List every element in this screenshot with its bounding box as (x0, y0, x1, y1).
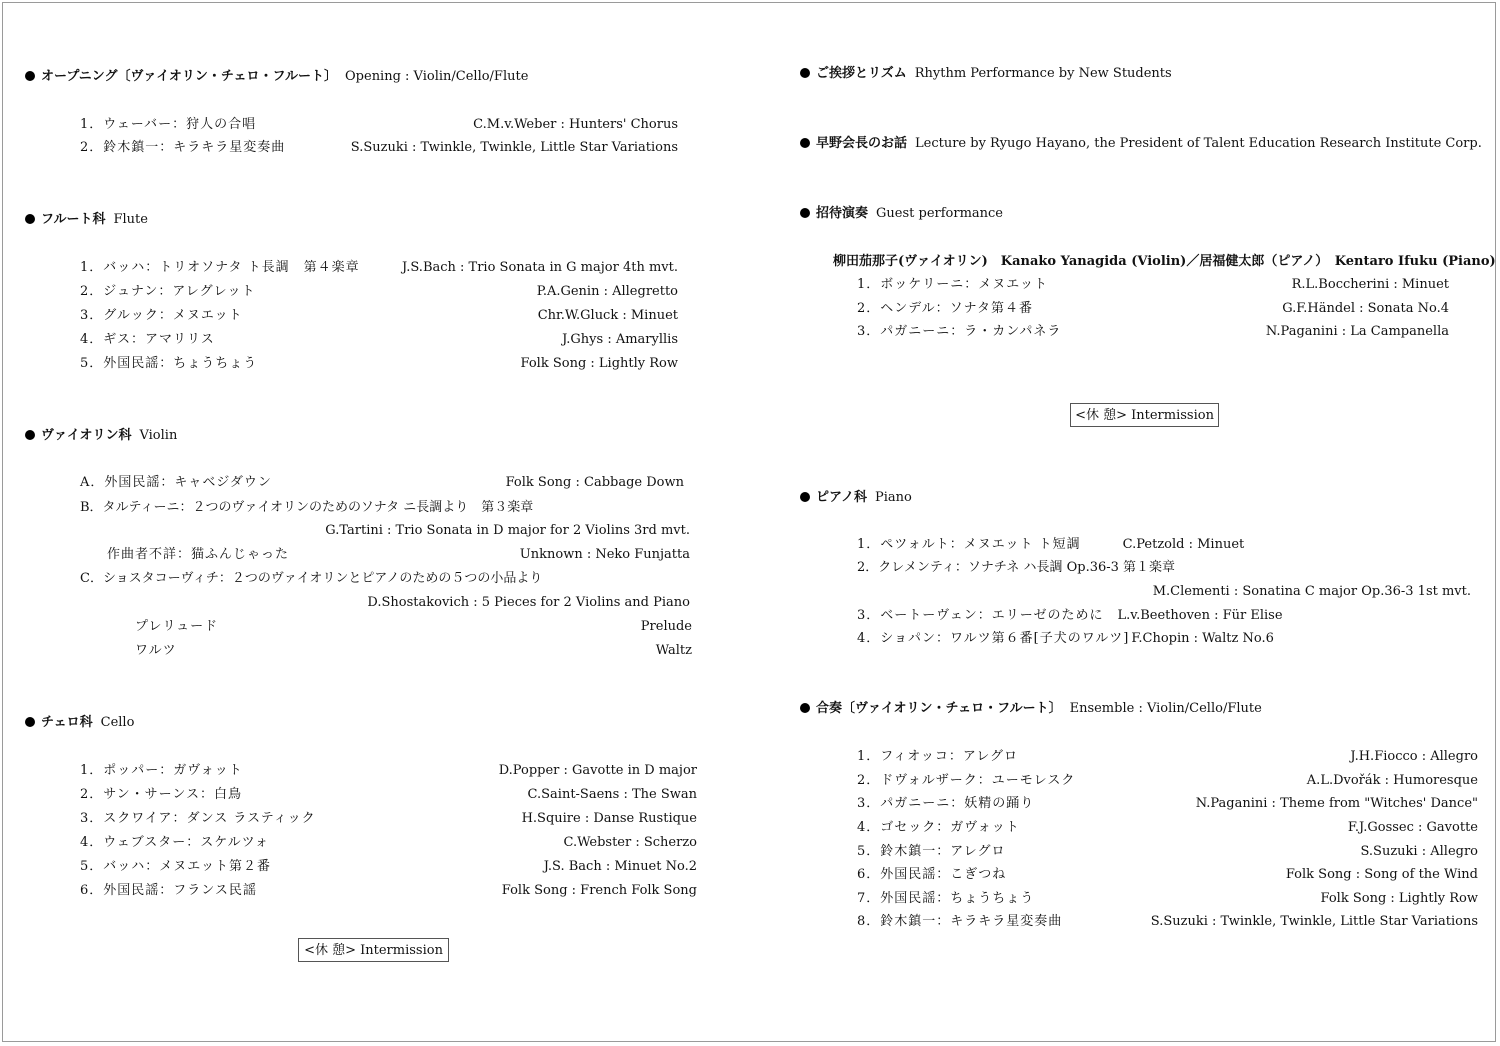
piece-title-jp: 2．サン・サーンス：白鳥 (80, 787, 242, 802)
bullet-icon (800, 68, 810, 78)
program-item (857, 323, 1449, 341)
program-item (80, 786, 697, 804)
section-header (800, 205, 1003, 223)
section-title-jp: チェロ科 (41, 715, 93, 730)
section-title-en: Rhythm Performance by New Students (914, 66, 1172, 81)
piece-title-en: N.Paganini : Theme from "Witches' Dance" (1195, 796, 1478, 811)
program-item (80, 355, 678, 373)
section-title-jp: 早野会長のお話 (816, 136, 908, 151)
section-title-en: Ensemble : Violin/Cello/Flute (1069, 701, 1262, 716)
section-header (25, 427, 177, 445)
section-header (25, 211, 148, 229)
program-item (80, 307, 678, 325)
section-title-en: Opening : Violin/Cello/Flute (345, 69, 529, 84)
piece-title-jp: ワルツ (135, 643, 177, 658)
program-item (857, 276, 1449, 294)
intermission-box: <休 憩> Intermission (298, 938, 449, 962)
piece-title-en: H.Squire : Danse Rustique (521, 811, 697, 826)
section-header (800, 700, 1262, 718)
piece-title-jp: 1．バッハ：トリオソナタ ト長調 第４楽章 (80, 260, 360, 275)
program-item (80, 331, 678, 349)
program-item (857, 890, 1478, 908)
piece-title-jp: 4．ギス：アマリリス (80, 332, 215, 347)
piece-title-jp: 2．鈴木鎮一：キラキラ星変奏曲 (80, 140, 286, 155)
piece-title-jp: プレリュード (135, 619, 219, 634)
piece-title-en: J.Ghys : Amaryllis (562, 332, 678, 347)
piece-title-en: Folk Song : Lightly Row (520, 356, 678, 371)
section-header (800, 135, 1482, 153)
piece-title-jp: 1．フィオッコ：アレグロ (857, 749, 1019, 764)
section-title-en: Violin (139, 428, 178, 443)
piece-title-en: C.Webster : Scherzo (563, 835, 697, 850)
piece-title-jp: 2．ドヴォルザーク：ユーモレスク (857, 773, 1076, 788)
piece-title-en: R.L.Boccherini : Minuet (1291, 277, 1449, 292)
bullet-icon (25, 214, 35, 224)
bullet-icon (800, 138, 810, 148)
piece-title-jp: 4．ゴセック：ガヴォット (857, 820, 1020, 835)
piece-title-en: Waltz (655, 643, 692, 658)
piece-title-jp: 1．ウェーバー：狩人の合唱 (80, 117, 257, 132)
piece-title-en: F.Chopin : Waltz No.6 (1131, 631, 1274, 646)
program-item (135, 642, 692, 660)
piece-title-en: G.F.Händel : Sonata No.4 (1282, 301, 1449, 316)
bullet-icon (800, 492, 810, 502)
program-item (135, 618, 692, 636)
program-item (80, 858, 697, 876)
piece-title-jp: 6．外国民謡：フランス民謡 (80, 883, 257, 898)
section-title-jp: フルート科 (41, 212, 106, 227)
section-title-en: Guest performance (876, 206, 1004, 221)
program-item-en: M.Clementi : Sonatina C major Op.36-3 1st mvt. (1152, 584, 1471, 599)
program-item (80, 259, 678, 277)
bullet-icon (25, 430, 35, 440)
bullet-icon (800, 208, 810, 218)
piece-title-en: Folk Song : French Folk Song (501, 883, 697, 898)
section-title-jp: 合奏〔ヴァイオリン・チェロ・フルート〕 (816, 701, 1062, 716)
piece-title-en: Folk Song : Song of the Wind (1285, 867, 1478, 882)
program-item (80, 474, 684, 492)
program-item (857, 607, 1283, 625)
piece-title-jp: 5．バッハ：メヌエット第２番 (80, 859, 272, 874)
piece-title-en: J.S. Bach : Minuet No.2 (543, 859, 697, 874)
section-title-en: Cello (100, 715, 135, 730)
piece-title-en: Folk Song : Lightly Row (1320, 891, 1478, 906)
piece-title-jp: 3．パガニーニ：ラ・カンパネラ (857, 324, 1062, 339)
piece-title-jp: 作曲者不詳：猫ふんじゃった (107, 547, 290, 562)
section-header (800, 65, 1172, 83)
program-item (80, 834, 697, 852)
piece-title-jp: 7．外国民謡：ちょうちょう (857, 891, 1035, 906)
piece-title-en: Prelude (640, 619, 692, 634)
piece-title-jp: 2．ヘンデル：ソナタ第４番 (857, 301, 1033, 316)
piece-title-jp: 1．ボッケリーニ：メヌエット (857, 277, 1049, 292)
program-item-en: D.Shostakovich : 5 Pieces for 2 Violins and Piano (367, 595, 690, 610)
piece-title-jp: 4．ショパン：ワルツ第６番[子犬のワルツ] (857, 631, 1130, 646)
intermission-box: <休 憩> Intermission (1070, 403, 1219, 427)
piece-title-jp: 5．外国民謡：ちょうちょう (80, 356, 258, 371)
program-item-jp: C．ショスタコーヴィチ：２つのヴァイオリンとピアノのための５つの小品より (80, 571, 543, 586)
piece-title-en: Folk Song : Cabbage Down (505, 475, 684, 490)
program-item (107, 546, 690, 564)
piece-title-jp: 1．ポッパー：ガヴォット (80, 763, 243, 778)
program-item (857, 819, 1478, 837)
program-item-en: G.Tartini : Trio Sonata in D major for 2 Violins 3rd mvt. (325, 523, 690, 538)
program-item (857, 843, 1478, 861)
section-header (800, 489, 912, 507)
piece-title-en: C.Saint-Saens : The Swan (527, 787, 697, 802)
bullet-icon (800, 703, 810, 713)
piece-title-jp: 3．パガニーニ：妖精の踊り (857, 796, 1035, 811)
piece-title-jp: 3．グルック：メヌエット (80, 308, 243, 323)
section-title-jp: 招待演奏 (816, 206, 869, 221)
section-header (25, 68, 528, 86)
program-item-jp: B．タルティーニ：２つのヴァイオリンのためのソナタ ニ長調より 第３楽章 (80, 500, 534, 515)
section-title-jp: オープニング〔ヴァイオリン・チェロ・フルート〕 (41, 69, 338, 84)
piece-title-en: J.H.Fiocco : Allegro (1350, 749, 1478, 764)
piece-title-jp: 3．スクワイア：ダンス ラスティック (80, 811, 316, 826)
piece-title-en: A.L.Dvořák : Humoresque (1306, 773, 1478, 788)
piece-title-en: J.S.Bach : Trio Sonata in G major 4th mvt. (402, 260, 678, 275)
program-item (857, 748, 1478, 766)
bullet-icon (25, 71, 35, 81)
piece-title-en: Chr.W.Gluck : Minuet (537, 308, 678, 323)
piece-title-jp: 8．鈴木鎮一：キラキラ星変奏曲 (857, 914, 1063, 929)
section-title-en: Flute (113, 212, 148, 227)
program-item (857, 536, 1244, 554)
section-title-jp: ヴァイオリン科 (41, 428, 132, 443)
program-item (80, 762, 697, 780)
program-item (80, 882, 697, 900)
piece-title-en: P.A.Genin : Allegretto (536, 284, 678, 299)
guest-performers: 柳田茄那子(ヴァイオリン) Kanako Yanagida (Violin)／居福健太郎（ピアノ） Kentaro Ifuku (Piano) (833, 254, 1496, 269)
section-header (25, 714, 134, 732)
piece-title-jp: A．外国民謡：キャベジダウン (80, 475, 272, 490)
piece-title-jp: 2．ジュナン：アレグレット (80, 284, 256, 299)
piece-title-en: C.M.v.Weber : Hunters' Chorus (473, 117, 678, 132)
section-title-jp: ピアノ科 (816, 490, 867, 505)
program-item (857, 795, 1478, 813)
piece-title-en: D.Popper : Gavotte in D major (498, 763, 697, 778)
section-title-en: Piano (874, 490, 912, 505)
program-item (857, 913, 1478, 931)
piece-title-en: C.Petzold : Minuet (1122, 537, 1245, 552)
piece-title-jp: 5．鈴木鎮一：アレグロ (857, 844, 1006, 859)
program-item (857, 630, 1274, 648)
piece-title-jp: 1．ペツォルト：メヌエット ト短調 (857, 537, 1081, 552)
program-item (80, 283, 678, 301)
program-item (80, 116, 678, 134)
piece-title-en: S.Suzuki : Twinkle, Twinkle, Little Star Variations (350, 140, 678, 155)
program-item (857, 772, 1478, 790)
program-item (857, 866, 1478, 884)
program-item-jp: 2．クレメンティ：ソナチネ ハ長調 Op.36-3 第１楽章 (857, 560, 1176, 575)
piece-title-en: N.Paganini : La Campanella (1265, 324, 1449, 339)
piece-title-en: F.J.Gossec : Gavotte (1347, 820, 1478, 835)
bullet-icon (25, 717, 35, 727)
program-item (80, 139, 678, 157)
program-item (857, 300, 1449, 318)
piece-title-jp: 6．外国民謡：こぎつね (857, 867, 1007, 882)
piece-title-en: Unknown : Neko Funjatta (519, 547, 690, 562)
piece-title-jp: 4．ウェブスター：スケルツォ (80, 835, 270, 850)
piece-title-en: S.Suzuki : Twinkle, Twinkle, Little Star Variations (1150, 914, 1478, 929)
piece-title-jp: 3．ベートーヴェン：エリーゼのために (857, 608, 1104, 623)
piece-title-en: S.Suzuki : Allegro (1360, 844, 1478, 859)
piece-title-en: L.v.Beethoven : Für Elise (1117, 608, 1283, 623)
section-title-jp: ご挨拶とリズム (816, 66, 907, 81)
program-item (80, 810, 697, 828)
section-title-en: Lecture by Ryugo Hayano, the President of Talent Education Research Institute Corp. (915, 136, 1482, 151)
